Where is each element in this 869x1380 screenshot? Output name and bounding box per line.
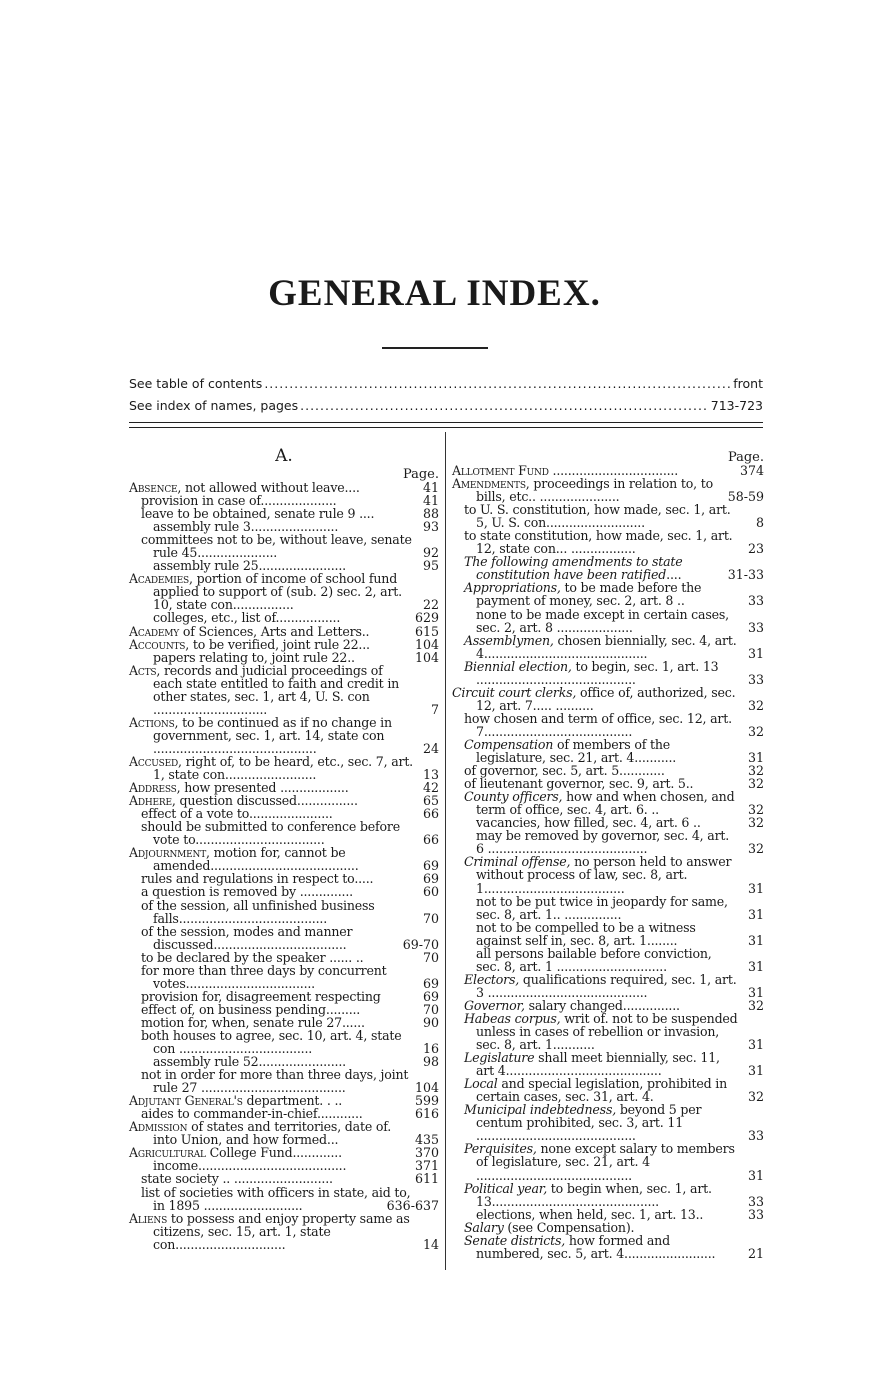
index-entry	[452, 555, 764, 581]
entry-description: income.......................................	[153, 1158, 347, 1174]
entry-text	[464, 712, 738, 738]
entry-description: assembly rule 3.......................	[153, 519, 339, 535]
entry-text	[141, 925, 413, 951]
entry-page-number: 93	[422, 519, 439, 535]
entry-page-number: 23	[747, 541, 764, 557]
entry-page-number: 104	[414, 649, 439, 665]
entry-page-number: 32	[747, 815, 764, 831]
entry-italic-heading: Salary	[464, 1219, 504, 1235]
index-entry	[452, 790, 764, 816]
entry-heading: Acts,	[129, 662, 161, 678]
index-entry	[452, 477, 764, 503]
index-entry	[452, 1142, 764, 1181]
entry-page-number: 33	[747, 619, 764, 635]
entry-page-number: 370	[414, 1145, 439, 1161]
entry-description: to be continued as if no change in government, sec. 1, art. 14, state con ...........................................	[153, 714, 392, 756]
entry-description: rules and regulations in respect to.....	[141, 871, 374, 887]
entry-description: aides to commander-in-chief............	[141, 1106, 363, 1122]
entry-page-number: 8	[755, 515, 764, 531]
entry-page-number: 32	[747, 1089, 764, 1105]
entry-page-number: 14	[422, 1236, 439, 1252]
index-entry	[129, 964, 439, 990]
entry-description: colleges, etc., list of.................	[153, 610, 341, 626]
entry-description: of the session, all unfinished business falls.......................................	[141, 897, 375, 926]
entry-page-number: 16	[422, 1041, 439, 1057]
entry-description: of governor, sec. 5, art. 5............	[464, 763, 665, 779]
entry-page-number: 70	[422, 910, 439, 926]
entry-description: not allowed without leave....	[181, 480, 360, 495]
entry-description: may be removed by governor, sec. 4, art. 6 ..........................................	[476, 828, 730, 857]
entry-page-number: 70	[422, 1001, 439, 1017]
index-entry	[129, 533, 439, 559]
entry-page-number: 599	[414, 1093, 439, 1109]
page-heading: Page.	[402, 467, 439, 482]
entry-description: question discussed................	[175, 793, 358, 809]
see-ref-text: See table of contents	[129, 376, 263, 391]
entry-description: provision in case of....................	[141, 493, 337, 509]
index-entry	[452, 608, 764, 634]
index-entry	[452, 581, 764, 607]
index-entry	[452, 529, 764, 555]
entry-description: chosen biennially, sec. 4, art. 4...........................................	[476, 632, 737, 661]
entry-italic-heading: Electors,	[464, 971, 520, 987]
entry-page-number: 65	[422, 793, 439, 809]
entry-description: how presented ..................	[180, 780, 349, 796]
entry-description: how chosen and term of office, sec. 12, art. 7.......................................	[464, 710, 732, 739]
entry-description: effect of a vote to......................	[141, 806, 333, 822]
entry-description: not in order for more than three days, joint rule 27 ......................................	[141, 1067, 409, 1096]
entry-description: .................................	[548, 463, 679, 478]
entry-heading: Academy	[129, 623, 180, 639]
entry-page-number: 69	[422, 871, 439, 887]
entry-list	[452, 464, 764, 1260]
entry-description: of the session, modes and manner discussed...................................	[141, 923, 353, 952]
entry-heading: Adjournment,	[129, 845, 210, 861]
entry-description: writ of. not to be suspended unless in cases of rebellion or invasion, sec. 8, art. 1...........	[476, 1010, 738, 1053]
index-entry	[452, 712, 764, 738]
entry-text	[464, 1234, 738, 1260]
entry-italic-heading: Political year,	[464, 1180, 547, 1196]
index-entry	[129, 572, 439, 611]
entry-description: not to be compelled to be a witness against self in, sec. 8, art. 1........	[476, 919, 696, 948]
entry-description: to begin, sec. 1, art. 13 ..........................................	[476, 658, 719, 687]
entry-page-number: 104	[414, 1080, 439, 1096]
entry-heading: Academies,	[129, 571, 193, 587]
entry-description: for more than three days by concurrent votes..................................	[141, 962, 387, 991]
leader-dots	[264, 376, 731, 391]
entry-italic-heading: Governor,	[464, 997, 525, 1013]
entry-description: records and judicial proceedings of each state entitled to faith and credit in other states, sec. 1, art 4, U. S. con ..............................	[153, 662, 400, 717]
entry-italic-heading: The following amendments to state constitution have been ratified	[464, 554, 683, 583]
entry-description: right of, to be heard, etc., sec. 7, art. 1, state con........................	[153, 753, 413, 783]
entry-page-number: 31	[747, 750, 764, 766]
double-rule-top	[129, 422, 763, 423]
index-entry	[452, 660, 764, 686]
entry-description: no person held to answer without process of law, sec. 8, art. 1.....................................	[476, 854, 732, 896]
entry-description: portion of income of school fund applied to support of (sub. 2) sec. 2, art. 10, state con................	[153, 571, 402, 613]
index-entry	[452, 973, 764, 999]
entry-heading: Address,	[129, 780, 181, 796]
entry-description: elections, when held, sec. 1, art. 13..	[476, 1206, 704, 1222]
entry-description: to U. S. constitution, how made, sec. 1, art. 5, U. S. con..........................	[464, 502, 731, 531]
index-entry	[129, 925, 439, 951]
entry-text	[464, 1051, 738, 1077]
entry-description: to be declared by the speaker ...... ..	[141, 949, 364, 965]
entry-text	[141, 964, 413, 990]
entry-description: assembly rule 25.......................	[153, 558, 346, 574]
entry-page-number: 32	[747, 697, 764, 713]
entry-italic-heading: Municipal indebtedness,	[464, 1102, 617, 1118]
entry-description: department. . ..	[242, 1093, 343, 1109]
index-entry	[452, 921, 764, 947]
entry-page-number: 69	[422, 975, 439, 991]
entry-heading: Accounts,	[129, 636, 190, 652]
entry-page-number: 435	[414, 1132, 439, 1148]
entry-page-number: 32	[747, 776, 764, 792]
entry-italic-heading: Local	[464, 1076, 498, 1092]
entry-text	[141, 899, 413, 925]
entry-text	[464, 1142, 738, 1181]
entry-text	[464, 634, 738, 660]
page-heading: Page.	[727, 450, 764, 465]
entry-page-number: 70	[422, 949, 439, 965]
entry-page-number: 21	[747, 1245, 764, 1261]
entry-heading: Agricultural	[129, 1145, 206, 1161]
entry-description: a question is removed by ..............	[141, 884, 353, 900]
double-rule-bottom	[129, 427, 763, 428]
entry-description: office of, authorized, sec. 12, art. 7..... ..........	[476, 684, 736, 713]
leader-dots	[300, 398, 709, 413]
entry-page-number: 104	[414, 636, 439, 652]
entry-italic-heading: County officers,	[464, 789, 563, 805]
entry-italic-heading: Assemblymen,	[464, 632, 554, 648]
entry-description: College Fund.............	[205, 1145, 342, 1161]
entry-text	[464, 1103, 738, 1142]
entry-list	[129, 481, 439, 1251]
entry-text	[464, 1077, 738, 1103]
index-column-right	[452, 446, 764, 1260]
entry-page-number: 33	[747, 1128, 764, 1144]
entry-page-number: 371	[414, 1158, 439, 1174]
entry-text	[452, 686, 738, 712]
index-entry	[129, 846, 439, 872]
entry-page-number: 41	[422, 480, 439, 495]
entry-heading: Absence,	[129, 480, 182, 495]
column-separator	[445, 432, 446, 1270]
entry-page-number: 69	[422, 988, 439, 1004]
entry-description: how and when chosen, and term of office, sec. 4, art. 6. ..	[476, 789, 735, 818]
entry-page-number: 33	[747, 593, 764, 609]
entry-page-number: 31	[747, 1063, 764, 1079]
index-entry	[129, 664, 439, 716]
index-entry	[129, 1212, 439, 1251]
entry-text	[476, 829, 738, 855]
entry-italic-heading: Biennial election,	[464, 658, 572, 674]
entry-description: qualifications required, sec. 1, art. 3 ..........................................	[476, 971, 737, 1000]
entry-page-number: 31	[747, 958, 764, 974]
entry-description: salary changed...............	[524, 997, 680, 1013]
index-entry	[452, 829, 764, 855]
entry-description: leave to be obtained, senate rule 9 ....	[141, 506, 375, 522]
entry-description: (see Compensation).	[503, 1219, 635, 1235]
entry-italic-heading: Criminal offense,	[464, 854, 571, 870]
entry-text	[464, 1182, 738, 1208]
entry-page-number: 31	[747, 906, 764, 922]
entry-page-number: 60	[422, 884, 439, 900]
entry-page-number: 22	[422, 597, 439, 613]
entry-page-number: 31	[747, 880, 764, 896]
index-entry	[129, 1186, 439, 1212]
entry-page-number: 31-33	[727, 567, 764, 583]
entry-text	[476, 947, 738, 973]
entry-text	[464, 738, 738, 764]
entry-italic-heading: Habeas corpus,	[464, 1010, 561, 1026]
entry-description: to possess and enjoy property same as citizens, sec. 15, art. 1, state con.............................	[153, 1210, 410, 1252]
index-entry	[452, 895, 764, 921]
entry-text	[464, 790, 738, 816]
index-entry	[129, 1029, 439, 1055]
index-entry	[129, 899, 439, 925]
entry-page-number: 32	[747, 723, 764, 739]
index-entry	[452, 686, 764, 712]
entry-page-number: 88	[422, 506, 439, 522]
entry-text	[464, 503, 738, 529]
index-entry	[452, 1234, 764, 1260]
entry-description: of Sciences, Arts and Letters..	[179, 623, 370, 639]
title-underline	[382, 347, 488, 349]
index-entry	[452, 738, 764, 764]
entry-page-number: 32	[747, 763, 764, 779]
entry-text	[129, 572, 413, 611]
entry-description: not to be put twice in jeopardy for same, sec. 8, art. 1.. ...............	[476, 893, 728, 922]
entry-italic-heading: Senate districts,	[464, 1232, 566, 1248]
entry-text	[141, 533, 413, 559]
entry-description: of states and territories, date of. into Union, and how formed...	[153, 1119, 392, 1148]
entry-page-number: 33	[747, 671, 764, 687]
index-entry	[452, 855, 764, 894]
entry-page-number: 31	[747, 1167, 764, 1183]
entry-page-number: 31	[747, 1037, 764, 1053]
entry-heading: Admission	[129, 1119, 188, 1135]
entry-text	[476, 895, 738, 921]
entry-text	[129, 1120, 413, 1146]
entry-page-number: 42	[422, 780, 439, 796]
entry-description: both houses to agree, sec. 10, art. 4, state con ...................................	[141, 1027, 402, 1057]
entry-text	[464, 555, 738, 581]
entry-description: vacancies, how filled, sec. 4, art. 6 ..	[476, 815, 701, 831]
see-ref-page: front	[733, 376, 763, 391]
entry-text	[129, 1212, 413, 1251]
entry-description: of members of the legislature, sec. 21, art. 4...........	[476, 736, 677, 766]
page-title: GENERAL INDEX.	[268, 273, 601, 314]
entry-text	[476, 608, 738, 634]
entry-description: how formed and numbered, sec. 5, art. 4........................	[476, 1232, 716, 1261]
index-column-left	[129, 446, 439, 1251]
entry-description: motion for, when, senate rule 27......	[141, 1014, 365, 1030]
index-entry	[129, 1120, 439, 1146]
entry-page-number: 58-59	[727, 489, 764, 505]
index-entry	[452, 947, 764, 973]
entry-page-number: 66	[422, 806, 439, 822]
entry-heading: Amendments,	[452, 476, 530, 492]
entry-text	[464, 855, 738, 894]
entry-description: state society .. ..........................	[141, 1171, 333, 1187]
entry-page-number: 98	[422, 1054, 439, 1070]
entry-page-number: 69-70	[402, 936, 439, 952]
index-entry	[452, 1103, 764, 1142]
entry-italic-heading: Legislature	[464, 1050, 535, 1066]
entry-page-number: 629	[414, 610, 439, 626]
entry-page-number: 92	[422, 545, 439, 561]
entry-italic-heading: Perquisites,	[464, 1141, 537, 1157]
entry-text	[452, 477, 738, 503]
entry-page-number: 374	[739, 463, 764, 478]
entry-page-number: 32	[747, 841, 764, 857]
entry-description: none to be made except in certain cases, sec. 2, art. 8 ....................	[476, 606, 729, 635]
entry-page-number: 33	[747, 1193, 764, 1209]
entry-description: assembly rule 52.......................	[153, 1054, 346, 1070]
entry-description: to be made before the payment of money, sec. 2, art. 8 ..	[476, 580, 702, 609]
entry-text	[129, 846, 413, 872]
entry-text	[141, 820, 413, 846]
index-entry	[452, 634, 764, 660]
entry-italic-heading: Compensation	[464, 736, 554, 752]
index-entry	[452, 1012, 764, 1051]
index-entry	[452, 503, 764, 529]
entry-text	[464, 660, 738, 686]
entry-italic-heading: Appropriations,	[464, 580, 561, 596]
entry-description: none except salary to members of legislature, sec. 21, art. 4 .........................................	[476, 1141, 735, 1183]
entry-text	[129, 716, 413, 755]
entry-description: all persons bailable before conviction, sec. 8, art. 1 .............................	[476, 945, 712, 974]
entry-page-number: 32	[747, 997, 764, 1013]
entry-heading: Adhere,	[129, 793, 176, 809]
entry-description: motion for, cannot be amended.......................................	[153, 845, 359, 874]
entry-page-number: 95	[422, 558, 439, 574]
entry-page-number: 31	[747, 984, 764, 1000]
entry-description: papers relating to, joint rule 22..	[153, 649, 355, 665]
entry-page-number: 611	[414, 1171, 439, 1187]
entry-description: should be submitted to conference before vote to..................................	[141, 819, 400, 848]
section-letter: A.	[275, 446, 293, 466]
entry-text	[464, 529, 738, 555]
entry-page-number: 31	[747, 645, 764, 661]
entry-text	[141, 1029, 413, 1055]
entry-text	[464, 1012, 738, 1051]
entry-page-number: 32	[747, 802, 764, 818]
see-ref-page: 713-723	[710, 398, 763, 413]
entry-description: to be verified, joint rule 22...	[189, 636, 370, 652]
entry-page-number: 7	[430, 701, 439, 717]
entry-description: and special legislation, prohibited in certain cases, sec. 31, art. 4.	[476, 1076, 727, 1105]
entry-description: effect of, on business pending.........	[141, 1001, 361, 1017]
entry-page-number: 31	[747, 932, 764, 948]
index-entry	[129, 716, 439, 755]
entry-text	[464, 973, 738, 999]
index-entry	[452, 1182, 764, 1208]
entry-description: provision for, disagreement respecting	[141, 988, 381, 1004]
index-entry	[129, 820, 439, 846]
entry-text	[141, 1186, 413, 1212]
entry-text	[476, 921, 738, 947]
entry-text	[141, 1068, 413, 1094]
entry-text	[464, 581, 738, 607]
entry-heading: Accused,	[129, 753, 182, 769]
entry-page-number: 13	[422, 767, 439, 783]
entry-description: of lieutenant governor, sec. 9, art. 5..	[464, 776, 694, 792]
entry-page-number: 41	[422, 493, 439, 509]
entry-description: committees not to be, without leave, senate rule 45.....................	[141, 532, 412, 561]
entry-page-number: 24	[422, 740, 439, 756]
entry-heading: Aliens	[129, 1210, 168, 1226]
entry-description: beyond 5 per centum prohibited, sec. 3, art. 11 ..........................................	[476, 1102, 702, 1144]
entry-page-number: 636-637	[386, 1197, 439, 1213]
entry-page-number: 69	[422, 858, 439, 874]
see-ref-text: See index of names, pages	[129, 398, 299, 413]
index-entry	[452, 1051, 764, 1077]
index-entry	[129, 755, 439, 781]
entry-page-number: 90	[422, 1014, 439, 1030]
entry-description: to begin when, sec. 1, art. 13............................................	[476, 1180, 712, 1209]
entry-heading: Adjutant General's	[129, 1093, 243, 1109]
entry-description: shall meet biennially, sec. 11, art 4.........................................	[476, 1050, 720, 1079]
entry-text	[129, 664, 413, 716]
entry-description: to state constitution, how made, sec. 1, art. 12, state con... .................	[464, 528, 733, 557]
entry-heading: Allotment Fund	[452, 463, 549, 478]
index-entry	[452, 1077, 764, 1103]
entry-page-number: 615	[414, 623, 439, 639]
entry-page-number: 66	[422, 832, 439, 848]
entry-page-number: 616	[414, 1106, 439, 1122]
entry-description: ....	[666, 567, 682, 583]
see-ref-contents	[129, 376, 763, 391]
entry-italic-heading: Circuit court clerks,	[452, 684, 577, 700]
see-ref-names	[129, 398, 763, 413]
entry-text	[129, 755, 413, 781]
entry-heading: Actions,	[129, 714, 179, 730]
entry-description: proceedings in relation to, to bills, etc.. .....................	[476, 476, 713, 505]
entry-page-number: 33	[747, 1206, 764, 1222]
index-entry	[129, 1068, 439, 1094]
entry-description: list of societies with officers in state, aid to, in 1895 ..........................	[141, 1184, 411, 1213]
